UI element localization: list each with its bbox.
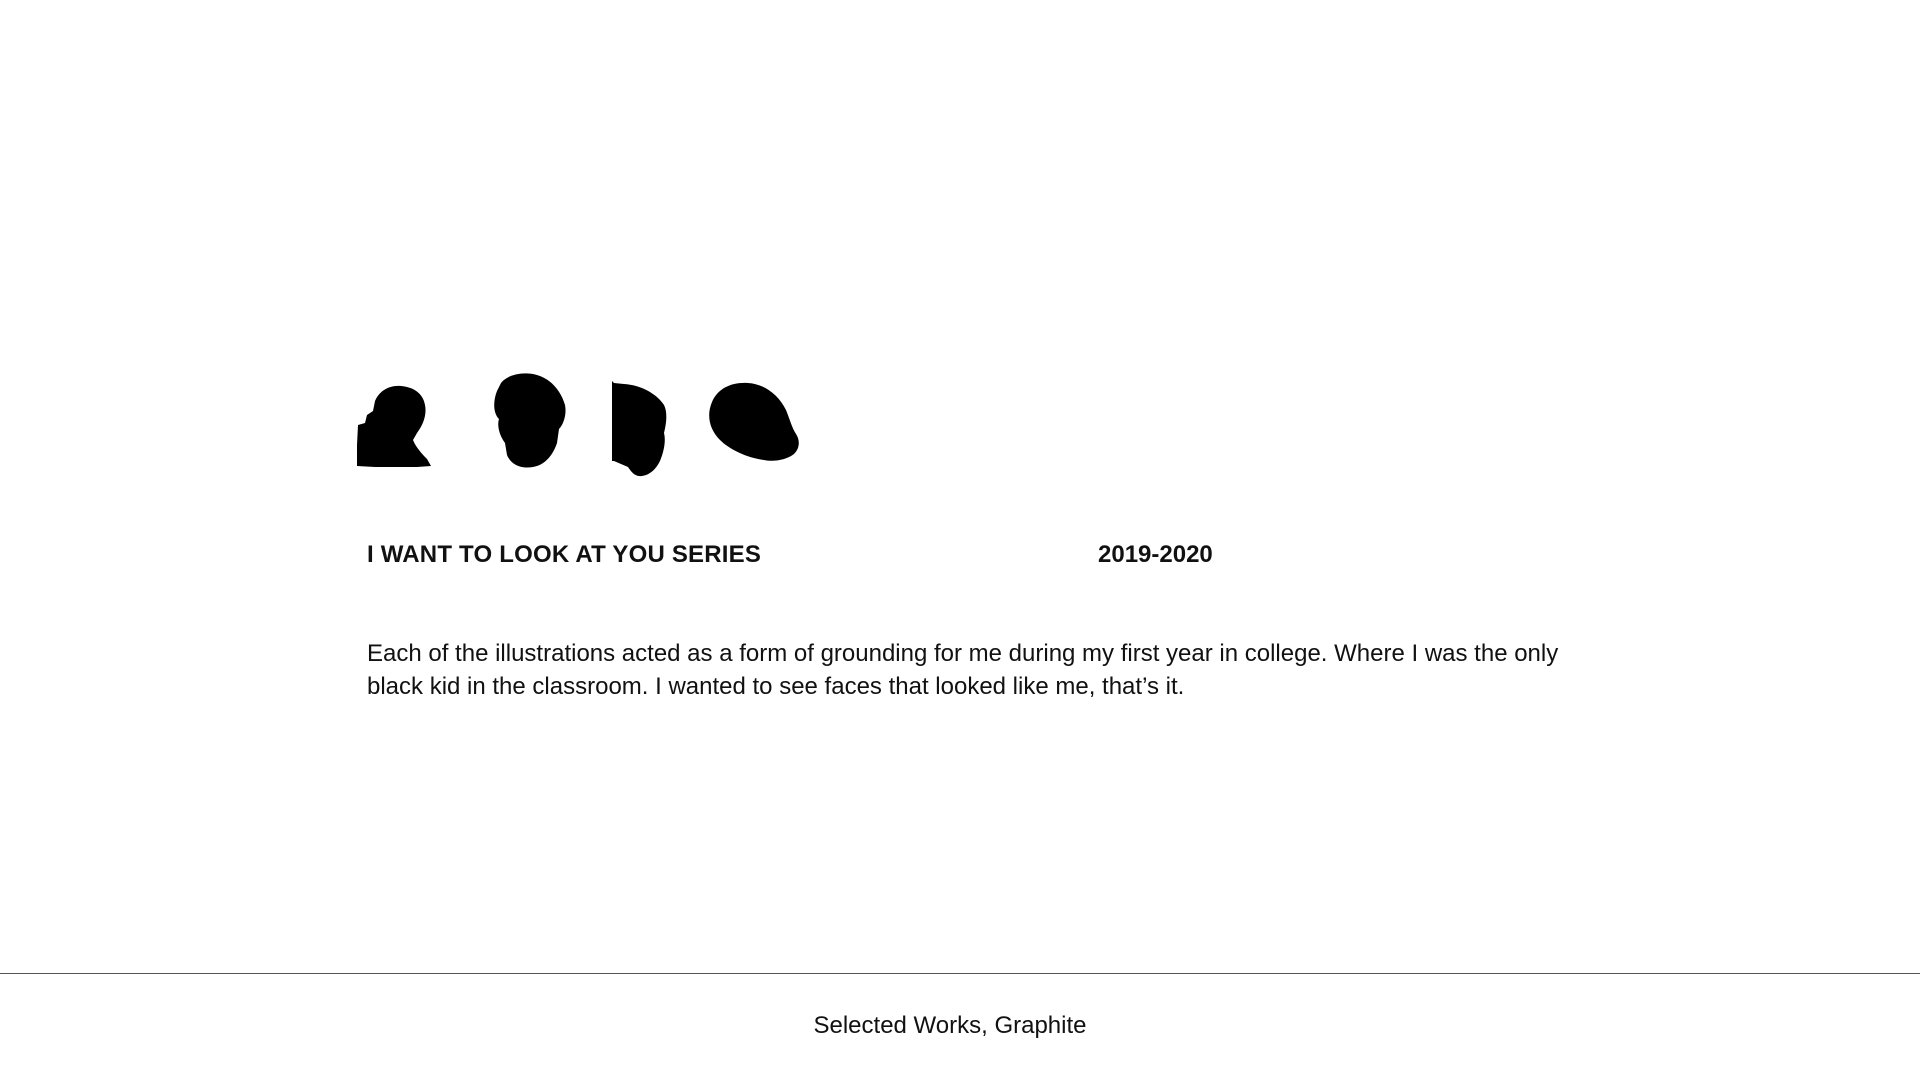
silhouette-row xyxy=(355,368,815,483)
head-silhouette-profile-icon xyxy=(355,385,445,485)
head-silhouette-side-icon xyxy=(610,381,680,491)
footer-divider xyxy=(0,973,1920,974)
series-years: 2019-2020 xyxy=(1098,541,1213,568)
head-silhouette-tilted-icon xyxy=(706,382,806,482)
head-silhouette-front-icon xyxy=(487,373,577,483)
series-title: I WANT TO LOOK AT YOU SERIES xyxy=(367,541,762,568)
footer-caption: Selected Works, Graphite xyxy=(813,1012,1087,1039)
series-description: Each of the illustrations acted as a form of grounding for me during my first year in college. Where I was the only black kid in the classroom. I wanted to see faces that looked like me, that’s it. xyxy=(367,640,1559,700)
